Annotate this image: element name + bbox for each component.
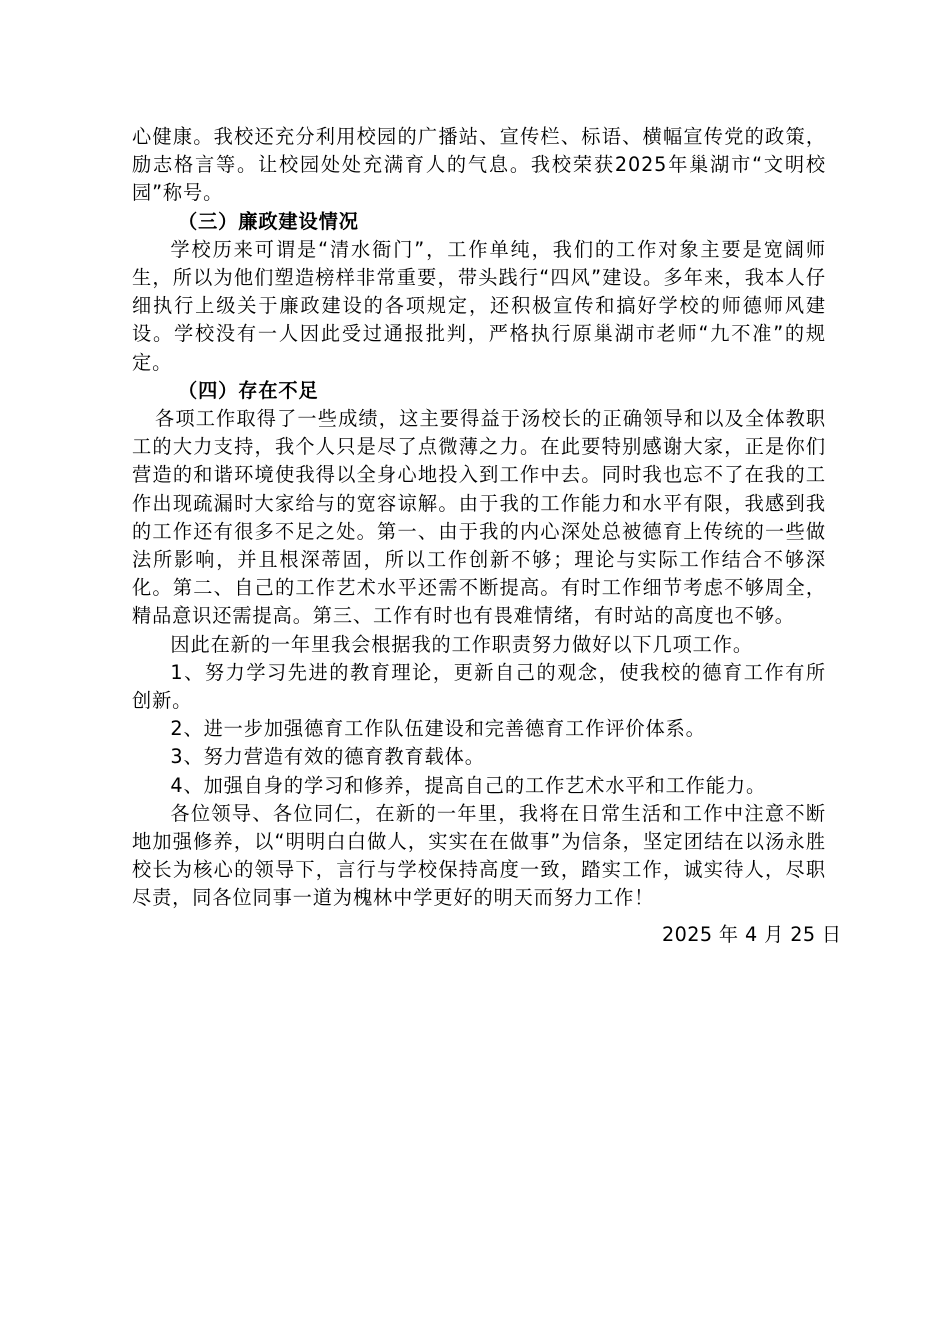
paragraph-next-year-intro: 因此在新的一年里我会根据我的工作职责努力做好以下几项工作。 bbox=[170, 632, 753, 656]
document-body bbox=[132, 123, 826, 913]
heading-shortcomings: （四）存在不足 bbox=[178, 378, 319, 402]
plan-item-1: 1、努力学习先进的教育理论，更新自己的观念，使我校的德育工作有所创新。 bbox=[132, 660, 826, 713]
paragraph-integrity-building: 学校历来可谓是“清水衙门”，工作单纯，我们的工作对象主要是宽阔师生，所以为他们塑造榜样非常重要，带头践行“四风”建设。多年来，我本人仔细执行上级关于廉政建设的各项规定，还积极宣传和搞好学校的师德师风建设。学校没有一人因此受过通报批判，严格执行原巢湖市老师“九不准”的规定。 bbox=[132, 237, 826, 374]
plan-item-4: 4、加强自身的学习和修养，提高自己的工作艺术水平和工作能力。 bbox=[170, 773, 767, 797]
plan-item-2: 2、进一步加强德育工作队伍建设和完善德育工作评价体系。 bbox=[170, 717, 706, 741]
paragraph-campus-culture: 心健康。我校还充分利用校园的广播站、宣传栏、标语、横幅宣传党的政策，励志格言等。让校园处处充满育人的气息。我校荣获2025年巢湖市“文明校园”称号。 bbox=[132, 125, 826, 205]
heading-integrity-building: （三）廉政建设情况 bbox=[178, 209, 359, 233]
plan-item-3: 3、努力营造有效的德育教育载体。 bbox=[170, 745, 485, 769]
document-date: 2025 年 4 月 25 日 bbox=[662, 923, 842, 946]
paragraph-closing: 各位领导、各位同仁，在新的一年里，我将在日常生活和工作中注意不断地加强修养，以“明明白白做人，实实在在做事”为信条，坚定团结在以汤永胜校长为核心的领导下，言行与学校保持高度一致，踏实工作，诚实待人，尽职尽责，同各位同事一道为槐林中学更好的明天而努力工作！ bbox=[132, 801, 826, 910]
paragraph-shortcomings: 各项工作取得了一些成绩，这主要得益于汤校长的正确领导和以及全体教职工的大力支持，我个人只是尽了点微薄之力。在此要特别感谢大家，正是你们营造的和谐环境使我得以全身心地投入到工作中去。同时我也忘不了在我的工作出现疏漏时大家给与的宽容谅解。由于我的工作能力和水平有限，我感到我的工作还有很多不足之处。第一、由于我的内心深处总被德育上传统的一些做法所影响，并且根深蒂固，所以工作创新不够；理论与实际工作结合不够深化。第二、自己的工作艺术水平还需不断提高。有时工作细节考虑不够周全，精品意识还需提高。第三、工作有时也有畏难情绪，有时站的高度也不够。 bbox=[132, 407, 826, 628]
